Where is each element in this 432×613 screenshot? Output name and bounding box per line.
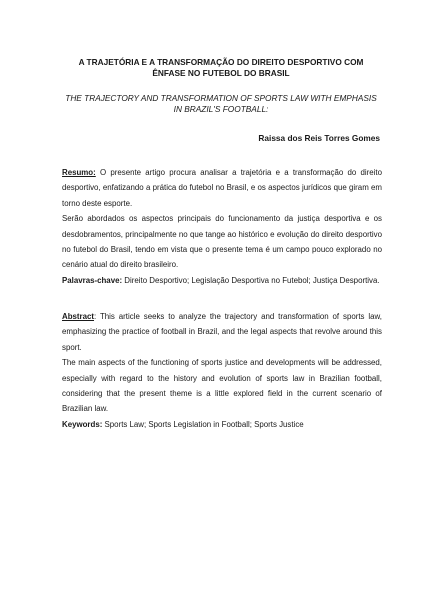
resumo-section xyxy=(62,165,382,288)
keywords-label: Keywords: xyxy=(62,419,103,429)
author-name: Raissa dos Reis Torres Gomes xyxy=(258,133,380,143)
abstract-paragraph-1 xyxy=(62,309,382,355)
resumo-paragraph-2: Serão abordados os aspectos principais do funcionamento da justiça desportiva e os desdobramentos, principalmente no que tange ao histórico e evolução do direito desportivo no futebol do Brasil, tendo em vista que o presente tema é um campo pouco explorado no cenário atual do direito brasileiro. xyxy=(62,214,382,270)
resumo-label: Resumo: xyxy=(62,168,96,177)
abstract-paragraph-2: The main aspects of the functioning of sports justice and developments will be addressed, especially with regard to the history and evolution of sports law in Brazilian football, considering that the present theme is a little explored field in the current scenario of Brazilian law. xyxy=(62,358,382,414)
abstract-label: Abstract xyxy=(62,312,95,321)
title-portuguese xyxy=(62,57,380,78)
title-english-line-1: THE TRAJECTORY AND TRANSFORMATION OF SPORTS LAW WITH EMPHASIS xyxy=(65,93,377,103)
title-english xyxy=(62,93,380,114)
keywords-text: Sports Law; Sports Legislation in Football; Sports Justice xyxy=(102,419,304,429)
abstract-text: : This article seeks to analyze the trajectory and transformation of sports law, emphasizing the practice of football in Brazil, and the legal aspects that revolve around this sport. xyxy=(62,312,382,352)
palavras-chave-paragraph xyxy=(62,273,382,288)
resumo-text: O presente artigo procura analisar a trajetória e a transformação do direito desportivo, enfatizando a prática do futebol no Brasil, e os aspectos jurídicos que giram em torno deste esporte. xyxy=(62,168,382,208)
title-portuguese-line-2: ÊNFASE NO FUTEBOL DO BRASIL xyxy=(152,67,290,78)
resumo-paragraph-1 xyxy=(62,165,382,211)
keywords-paragraph xyxy=(62,417,382,432)
title-english-line-2: IN BRAZIL'S FOOTBALL: xyxy=(173,103,269,114)
palavras-chave-text: Direito Desportivo; Legislação Desportiva no Futebol; Justiça Desportiva. xyxy=(122,275,380,285)
title-portuguese-line-1: A TRAJETÓRIA E A TRANSFORMAÇÃO DO DIREITO DESPORTIVO COM xyxy=(78,57,364,67)
abstract-section xyxy=(62,309,382,432)
palavras-chave-label: Palavras-chave: xyxy=(62,275,123,285)
